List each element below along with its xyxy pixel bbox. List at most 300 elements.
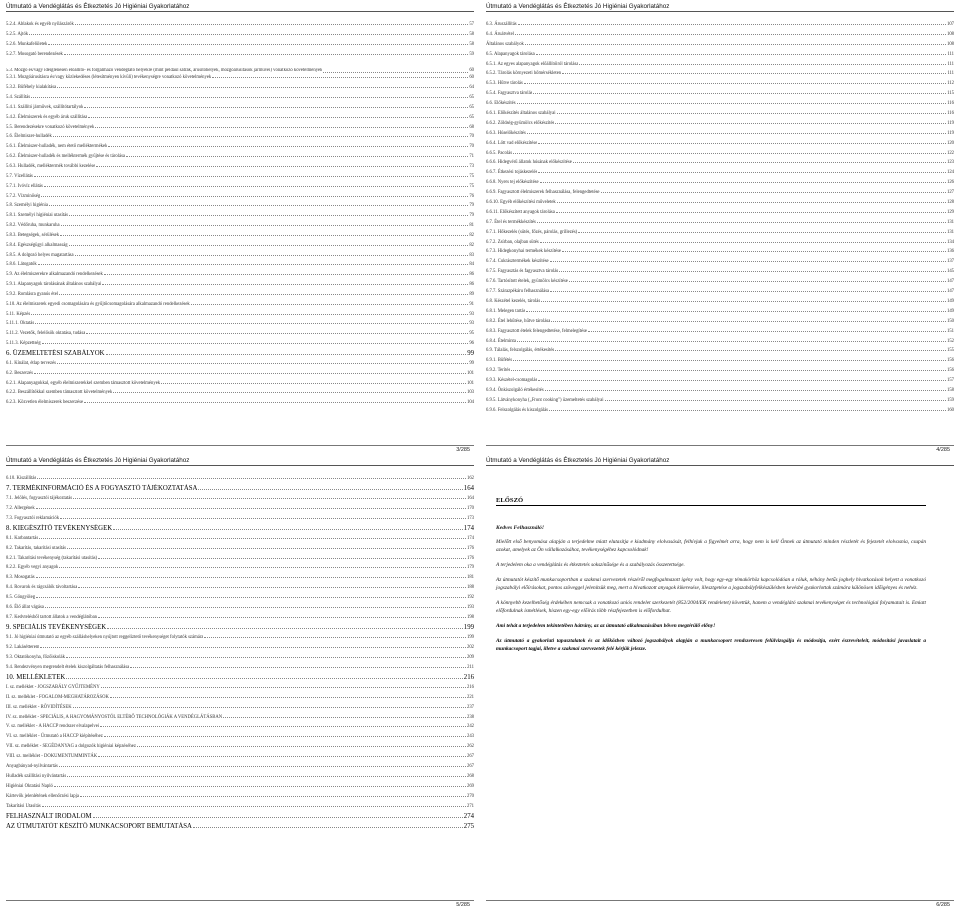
toc-entry-title: 5.7. Vízellátás	[6, 173, 33, 179]
toc-leader-dots	[36, 505, 466, 509]
toc-entry[interactable]	[486, 247, 954, 257]
toc-entry[interactable]	[6, 474, 474, 484]
toc-entry-title: IV. sz. melléklet - SPECIÁLIS, A HAGYOMÁNYOSTÓL ELTÉRŐ TECHNOLÓGIÁK A VENDÉGLÁTÁSBAN	[6, 714, 223, 720]
toc-entry[interactable]	[486, 119, 954, 129]
toc-entry-page: 60	[469, 75, 474, 81]
toc-leader-dots	[60, 515, 466, 519]
toc-entry-title: 5.4.1. Szállító járművek, szállítótartályok	[6, 104, 84, 110]
toc-entry-title: 5.8.6. Látogatók	[6, 262, 37, 268]
toc-entry[interactable]	[6, 349, 474, 359]
toc-entry-title: 6.7.5. Fagyasztás és fagyasztva tárolás	[486, 269, 559, 275]
toc-entry[interactable]	[6, 241, 474, 251]
toc-entry[interactable]	[486, 168, 954, 178]
toc-entry[interactable]	[486, 376, 954, 386]
toc-leader-dots	[573, 159, 946, 163]
toc-leader-dots	[559, 268, 946, 272]
toc-entry-page: 262	[466, 744, 474, 750]
toc-entry-page: 162	[466, 476, 474, 481]
toc-leader-dots	[93, 814, 463, 818]
toc-entry-page: 95	[469, 331, 474, 337]
toc-entry-title: Kártevők jelenlétének ellenőrzési lapja	[6, 794, 80, 799]
toc-entry[interactable]	[486, 89, 954, 99]
toc-entry[interactable]	[6, 50, 474, 60]
toc-entry-title: II. sz. melléklet - FOGALOM-MEGHATÁROZÁSOK	[6, 694, 109, 700]
toc-entry-page: 58	[469, 31, 474, 37]
toc-leader-dots	[53, 133, 468, 137]
toc-entry[interactable]	[6, 603, 474, 613]
toc-entry-title: 6.9.6. Felszolgálás és kiszolgálás	[486, 407, 548, 413]
toc-leader-dots	[64, 51, 468, 55]
toc-entry[interactable]	[6, 643, 474, 653]
toc-leader-dots	[104, 271, 468, 275]
toc-entry-page: 145	[946, 269, 954, 275]
toc-entry[interactable]	[6, 182, 474, 192]
toc-entry-title: 6.5.4. Fagyasztva tárolás	[486, 91, 533, 97]
toc-entry-title: 8. KIEGÉSZÍTŐ TEVÉKENYSÉGEK	[6, 524, 113, 532]
toc-entry[interactable]	[486, 178, 954, 188]
toc-entry-page: 58	[469, 41, 474, 47]
toc-entry-page: 147	[946, 289, 954, 295]
toc-entry-page: 79	[469, 213, 474, 219]
toc-entry[interactable]	[486, 30, 954, 40]
toc-entry-title: 6.7.2. Zsírban, olajban sütés	[486, 239, 539, 245]
toc-entry-page: 179	[466, 565, 474, 571]
toc-leader-dots	[130, 664, 466, 668]
toc-entry-page: 108	[946, 31, 954, 37]
toc-entry[interactable]	[6, 142, 474, 152]
toc-leader-dots	[557, 199, 946, 203]
toc-entry[interactable]	[6, 251, 474, 261]
toc-entry-title: 6.4. Áruátvétel	[486, 31, 514, 37]
toc-entry[interactable]	[6, 722, 474, 732]
toc-entry[interactable]	[486, 158, 954, 168]
toc-entry[interactable]	[6, 563, 474, 573]
toc-leader-dots	[84, 104, 468, 108]
toc-leader-dots	[101, 684, 466, 688]
toc-entry-title: 6.2. Beszerzés	[6, 370, 33, 376]
toc-entry[interactable]	[6, 59, 474, 73]
toc-leader-dots	[538, 140, 946, 144]
toc-entry[interactable]	[6, 732, 474, 742]
toc-entry[interactable]	[6, 683, 474, 693]
toc-entry-page: 268	[466, 774, 474, 780]
toc-entry[interactable]	[6, 132, 474, 142]
page-header: Útmutató a Vendéglátás és Étkeztetés Jó Higiéniai Gyakorlatához	[486, 0, 954, 12]
toc-entry[interactable]	[486, 99, 954, 109]
toc-entry[interactable]	[486, 366, 954, 376]
toc-entry[interactable]	[6, 172, 474, 182]
toc-entry-title: 6. ÜZEMELTETÉSI SZABÁLYOK	[6, 350, 105, 357]
toc-entry[interactable]	[6, 83, 474, 93]
toc-leader-dots	[100, 723, 466, 727]
toc-entry[interactable]	[6, 494, 474, 504]
toc-entry[interactable]	[6, 359, 474, 369]
toc-entry[interactable]	[6, 792, 474, 802]
toc-entry-page: 164	[463, 484, 474, 492]
toc-entry-title: 5.6.2. Élelmiszer-hulladék és melléktermék gyűjtése és tárolása	[6, 154, 126, 160]
toc-leader-dots	[545, 387, 946, 391]
toc-entry-title: 6.9.4. Önkiszolgáló értékesítés	[486, 387, 544, 393]
toc-entry[interactable]	[6, 280, 474, 290]
toc-leader-dots	[551, 318, 946, 322]
toc-entry[interactable]	[6, 300, 474, 310]
toc-entry-title: 6.7.1. Hőkezelés (sütés, főzés, párolás, grillezés)	[486, 229, 578, 235]
toc-leader-dots	[110, 694, 466, 698]
toc-leader-dots	[40, 644, 466, 648]
toc-entry[interactable]	[6, 201, 474, 211]
toc-entry[interactable]	[6, 398, 474, 408]
toc-entry[interactable]	[6, 653, 474, 663]
toc-entry[interactable]	[6, 544, 474, 554]
toc-entry[interactable]	[486, 79, 954, 89]
toc-entry[interactable]	[6, 782, 474, 792]
toc-leader-dots	[137, 743, 466, 747]
toc-entry[interactable]	[6, 772, 474, 782]
toc-entry[interactable]	[6, 524, 474, 534]
toc-entry-page: 164	[466, 495, 474, 501]
toc-entry[interactable]	[486, 149, 954, 159]
toc-entry-title: 9.1. Jó higiéniai útmutató az egyéb szálláshelyeken nyújtott reggeliztető tevékenységet folytatók számára	[6, 635, 204, 640]
toc-entry-page: 170	[466, 505, 474, 511]
toc-entry[interactable]	[486, 287, 954, 297]
toc-leader-dots	[540, 179, 946, 183]
toc-entry[interactable]	[486, 20, 954, 30]
toc-entry-title: III. sz. melléklet - RÖVIDÍTÉSEK	[6, 704, 72, 710]
toc-entry[interactable]	[6, 211, 474, 221]
toc-entry-page: 188	[466, 585, 474, 591]
toc-entry-page: 93	[469, 311, 474, 317]
toc-entry-title: 5.4. Szállítás	[6, 95, 31, 101]
toc-entry[interactable]	[486, 257, 954, 267]
toc-entry[interactable]	[486, 396, 954, 406]
toc-entry[interactable]	[6, 673, 474, 683]
page-number: 3/285	[456, 447, 470, 453]
toc-entry[interactable]	[6, 73, 474, 83]
toc-entry[interactable]	[6, 693, 474, 703]
toc-entry[interactable]	[6, 752, 474, 762]
toc-entry-title: 5.5. Berendezésekre vonatkozó követelmények	[6, 124, 95, 130]
toc-entry[interactable]	[6, 93, 474, 103]
toc-entry-page: 111	[947, 51, 954, 57]
toc-entry[interactable]	[6, 260, 474, 270]
page-number: 5/285	[456, 902, 470, 908]
toc-entry[interactable]	[486, 69, 954, 79]
toc-leader-dots	[550, 288, 946, 292]
toc-entry[interactable]	[6, 40, 474, 50]
toc-entry[interactable]	[6, 192, 474, 202]
toc-entry[interactable]	[486, 327, 954, 337]
toc-entry[interactable]	[6, 379, 474, 389]
toc-entry[interactable]	[486, 139, 954, 149]
toc-entry-title: 6.9.3. Készétel-csomagolás	[486, 378, 538, 384]
toc-entry-page: 159	[946, 397, 954, 403]
toc-entry[interactable]	[6, 329, 474, 339]
toc-entry-page: 82	[469, 242, 474, 248]
toc-entry-page: 267	[466, 754, 474, 760]
toc-entry[interactable]	[486, 406, 954, 416]
toc-entry[interactable]	[486, 50, 954, 60]
toc-entry[interactable]	[6, 742, 474, 752]
toc-entry[interactable]	[6, 633, 474, 643]
table-of-contents	[486, 12, 954, 416]
toc-entry[interactable]	[486, 297, 954, 307]
foreword-body	[496, 538, 926, 653]
toc-entry-title: 5.2.6. Munkafelületek	[6, 41, 48, 47]
toc-entry[interactable]	[6, 20, 474, 30]
toc-entry-title: 5.6. Élelmiszer-hulladék	[6, 134, 52, 140]
toc-entry[interactable]	[486, 317, 954, 327]
foreword-heading: ELŐSZÓ	[496, 496, 926, 506]
toc-leader-dots	[526, 308, 946, 312]
toc-entry[interactable]	[6, 762, 474, 772]
toc-entry[interactable]	[486, 40, 954, 50]
toc-entry-page: 199	[466, 635, 474, 640]
toc-entry-page: 149	[946, 308, 954, 314]
toc-entry[interactable]	[486, 356, 954, 366]
toc-entry-page: 173	[466, 515, 474, 521]
toc-entry-title: 6.5.2. Tárolás környezeti hőmérsékleten	[486, 71, 562, 77]
toc-entry-page: 156	[946, 358, 954, 364]
toc-entry-title: 6.6.2. Zöldség-gyümölcs előkészítés	[486, 120, 555, 126]
toc-leader-dots	[42, 340, 469, 344]
toc-leader-dots	[549, 407, 946, 411]
toc-entry-title: 6.1. Kínálat, étlap tervezés	[6, 360, 56, 366]
toc-leader-dots	[538, 377, 946, 381]
toc-entry[interactable]	[486, 228, 954, 238]
toc-entry-title: 6.5.1. Az egyes alapanyagok előállítóiról tárolása	[486, 61, 579, 67]
toc-entry-page: 70	[469, 144, 474, 150]
toc-entry-page: 160	[946, 407, 954, 413]
toc-entry-page: 216	[463, 673, 474, 681]
toc-entry[interactable]	[6, 319, 474, 329]
toc-leader-dots	[98, 555, 466, 559]
toc-entry[interactable]	[6, 162, 474, 172]
toc-entry[interactable]	[486, 238, 954, 248]
toc-entry-title: 6.7. Étel és termékkészítés	[486, 219, 536, 225]
toc-entry-title: 8.4. Rovarok és rágcsálók távoltartása	[6, 585, 78, 591]
toc-entry-page: 111	[947, 61, 954, 67]
toc-entry[interactable]	[486, 109, 954, 119]
toc-leader-dots	[41, 193, 468, 197]
toc-entry-page: 101	[466, 380, 474, 386]
toc-entry-page: 149	[946, 298, 954, 304]
toc-leader-dots	[537, 219, 946, 223]
toc-entry[interactable]	[6, 613, 474, 623]
toc-entry-page: 65	[469, 104, 474, 110]
toc-entry-title: 6.6.10. Egyéb előkészítési műveletek	[486, 200, 556, 206]
toc-entry-title: 8.3. Mosogatás	[6, 575, 35, 581]
toc-entry[interactable]	[6, 339, 474, 349]
toc-entry[interactable]	[6, 231, 474, 241]
toc-entry[interactable]	[6, 514, 474, 524]
toc-entry-title: 8.2. Takarítás, takarítási utasítás	[6, 545, 66, 551]
toc-leader-dots	[61, 222, 469, 226]
toc-entry-title: 6.7.7. Szárazpékáru felhasználása	[486, 289, 550, 295]
toc-leader-dots	[29, 31, 468, 35]
toc-leader-dots	[556, 209, 946, 213]
toc-leader-dots	[73, 704, 466, 708]
toc-entry-page: 59	[469, 51, 474, 57]
toc-entry-page: 76	[469, 193, 474, 199]
foreword-paragraph: A terjedelem oka a vendéglátás és étkeztetés sokszínűsége és a szabályozás összetettsége.	[496, 562, 685, 568]
toc-entry[interactable]	[6, 703, 474, 713]
toc-leader-dots	[511, 367, 946, 371]
toc-entry-title: Takarítási Utasítás	[6, 803, 41, 809]
toc-leader-dots	[106, 351, 467, 355]
toc-entry[interactable]	[6, 593, 474, 603]
toc-leader-dots	[557, 110, 947, 114]
toc-entry[interactable]	[486, 129, 954, 139]
toc-entry[interactable]	[6, 113, 474, 123]
toc-entry[interactable]	[486, 188, 954, 198]
toc-leader-dots	[31, 311, 468, 315]
toc-entry-page: 131	[946, 229, 954, 235]
toc-entry[interactable]	[6, 388, 474, 398]
toc-entry[interactable]	[6, 221, 474, 231]
toc-entry-title: 7.2. Allergének	[6, 505, 35, 511]
toc-leader-dots	[34, 173, 468, 177]
document-page-6	[480, 454, 960, 908]
toc-leader-dots	[96, 163, 468, 167]
toc-entry-title: 6.8. Készétel kezelés, tárolás	[486, 298, 541, 304]
toc-entry-title: 8.2.2. Egyéb vegyi anyagok	[6, 565, 59, 571]
toc-entry-title: 6.8.3. Fagyasztott ételek felengedtetése, felmelegítése	[486, 328, 588, 334]
toc-entry[interactable]	[6, 663, 474, 673]
toc-entry-page: 75	[469, 173, 474, 179]
toc-entry[interactable]	[6, 310, 474, 320]
toc-leader-dots	[48, 41, 468, 45]
toc-entry[interactable]	[486, 208, 954, 218]
toc-entry-title: 7. TERMÉKINFORMÁCIÓ ÉS A FOGYASZTÓ TÁJÉKOZTATÁSA	[6, 484, 198, 492]
document-page-4	[480, 0, 960, 454]
toc-entry-title: Hulladék szállítási nyilvántartás	[6, 774, 67, 780]
toc-entry[interactable]	[486, 60, 954, 70]
toc-entry[interactable]	[6, 30, 474, 40]
toc-entry-title: 6.6.9. Fagyasztott élelmiszerek felhasználása, felengedtetése	[486, 190, 600, 196]
toc-entry[interactable]	[486, 277, 954, 287]
toc-entry[interactable]	[6, 484, 474, 494]
toc-entry[interactable]	[6, 123, 474, 133]
toc-leader-dots	[35, 320, 468, 324]
toc-entry-page: 211	[467, 664, 474, 670]
toc-leader-dots	[601, 189, 946, 193]
toc-entry-title: 5.8.2. Védőruha, munkaruha	[6, 223, 60, 229]
toc-leader-dots	[198, 486, 462, 490]
toc-leader-dots	[34, 370, 466, 374]
toc-entry-page: 270	[466, 794, 474, 799]
toc-entry-title: 6.6. Előkészítés	[486, 101, 516, 107]
toc-entry-title: 6.6.11. Előkészített anyagok tárolása	[486, 209, 555, 215]
toc-leader-dots	[524, 80, 946, 84]
toc-entry-title: Anyagbányad-nyilvántartás	[6, 764, 58, 770]
toc-entry[interactable]	[6, 290, 474, 300]
toc-entry[interactable]	[6, 534, 474, 544]
toc-entry-title: 5.11. Képzés	[6, 311, 31, 317]
toc-entry-page: 81	[469, 223, 474, 229]
toc-entry-page: 68	[469, 124, 474, 130]
foreword-section	[486, 466, 954, 653]
toc-entry[interactable]	[6, 504, 474, 514]
toc-entry[interactable]	[6, 713, 474, 723]
toc-leader-dots	[80, 793, 466, 797]
toc-entry[interactable]	[6, 573, 474, 583]
toc-entry[interactable]	[486, 267, 954, 277]
toc-entry-page: 155	[946, 348, 954, 354]
toc-leader-dots	[517, 100, 947, 104]
toc-entry[interactable]	[6, 802, 474, 812]
toc-entry-page: 198	[466, 615, 474, 621]
toc-entry[interactable]	[6, 152, 474, 162]
toc-entry[interactable]	[486, 337, 954, 347]
toc-entry-page: 267	[466, 764, 474, 770]
toc-leader-dots	[113, 389, 466, 393]
toc-entry-page: 128	[946, 200, 954, 206]
toc-entry-page: 96	[469, 341, 474, 347]
toc-entry[interactable]	[6, 103, 474, 113]
toc-entry[interactable]	[6, 822, 474, 832]
toc-leader-dots	[37, 475, 466, 479]
toc-entry[interactable]	[6, 270, 474, 280]
toc-entry-page: 271	[466, 803, 474, 809]
toc-entry[interactable]	[486, 386, 954, 396]
toc-entry[interactable]	[486, 307, 954, 317]
toc-entry[interactable]	[6, 554, 474, 564]
toc-entry-title: VI. sz. melléklet - Útmutató a HACCP kiépítéséhez	[6, 734, 103, 740]
toc-entry-title: 5.11.3. Képzettség	[6, 341, 41, 347]
toc-entry[interactable]	[6, 812, 474, 822]
table-of-contents	[6, 466, 474, 832]
toc-entry-page: 86	[469, 282, 474, 288]
toc-leader-dots	[59, 564, 466, 568]
toc-entry[interactable]	[486, 198, 954, 208]
toc-leader-dots	[59, 291, 468, 295]
toc-entry[interactable]	[6, 583, 474, 593]
toc-entry-page: 181	[466, 575, 474, 581]
toc-entry[interactable]	[6, 623, 474, 633]
toc-entry[interactable]	[6, 369, 474, 379]
toc-leader-dots	[36, 574, 466, 578]
toc-entry-title: 8.6. Élő állat vágása	[6, 605, 44, 611]
document-page-3	[0, 0, 480, 454]
toc-leader-dots	[204, 634, 466, 638]
toc-leader-dots	[555, 120, 946, 124]
toc-entry-title: I. sz. melléklet - JOGSZABÁLY GYŰJTEMÉNY	[6, 684, 100, 690]
toc-leader-dots	[66, 675, 463, 679]
toc-entry-title: 5.2.4. Ablakok és egyéb nyílászárók	[6, 22, 74, 27]
toc-leader-dots	[562, 248, 946, 252]
toc-entry-page: 216	[466, 684, 474, 690]
toc-entry-title: 6.7.3. Hidegkonyhai termékek készítése	[486, 249, 561, 255]
toc-entry-title: 5.8. Személyi higiénia	[6, 203, 48, 209]
toc-entry-page: 157	[946, 378, 954, 384]
toc-leader-dots	[555, 347, 946, 351]
toc-entry-title: 5.6.1. Élelmiszer-hulladék, nem étető melléktermékek	[6, 144, 108, 150]
toc-leader-dots	[536, 51, 947, 55]
toc-leader-dots	[588, 328, 946, 332]
toc-entry[interactable]	[486, 218, 954, 228]
toc-entry[interactable]	[486, 346, 954, 356]
toc-leader-dots	[88, 114, 468, 118]
toc-entry-page: 209	[466, 654, 474, 660]
footer-rule	[486, 900, 954, 901]
toc-entry-title: 5.3. Mozgó és/vagy ideiglenesen előállító- és forgalmazó vendéglátó helyekre (mint például sátrak, árusítóhelyek, mozgóárusítások járművei) vonatkozó követelmények	[6, 67, 323, 73]
toc-leader-dots	[67, 773, 466, 777]
toc-leader-dots	[95, 124, 468, 128]
toc-entry-page: 91	[469, 301, 474, 307]
toc-entry-title: Higiéniai Oktatási Napló	[6, 784, 53, 790]
toc-leader-dots	[36, 594, 466, 598]
toc-entry-title: 6.8.1. Melegen tartás	[486, 308, 526, 314]
